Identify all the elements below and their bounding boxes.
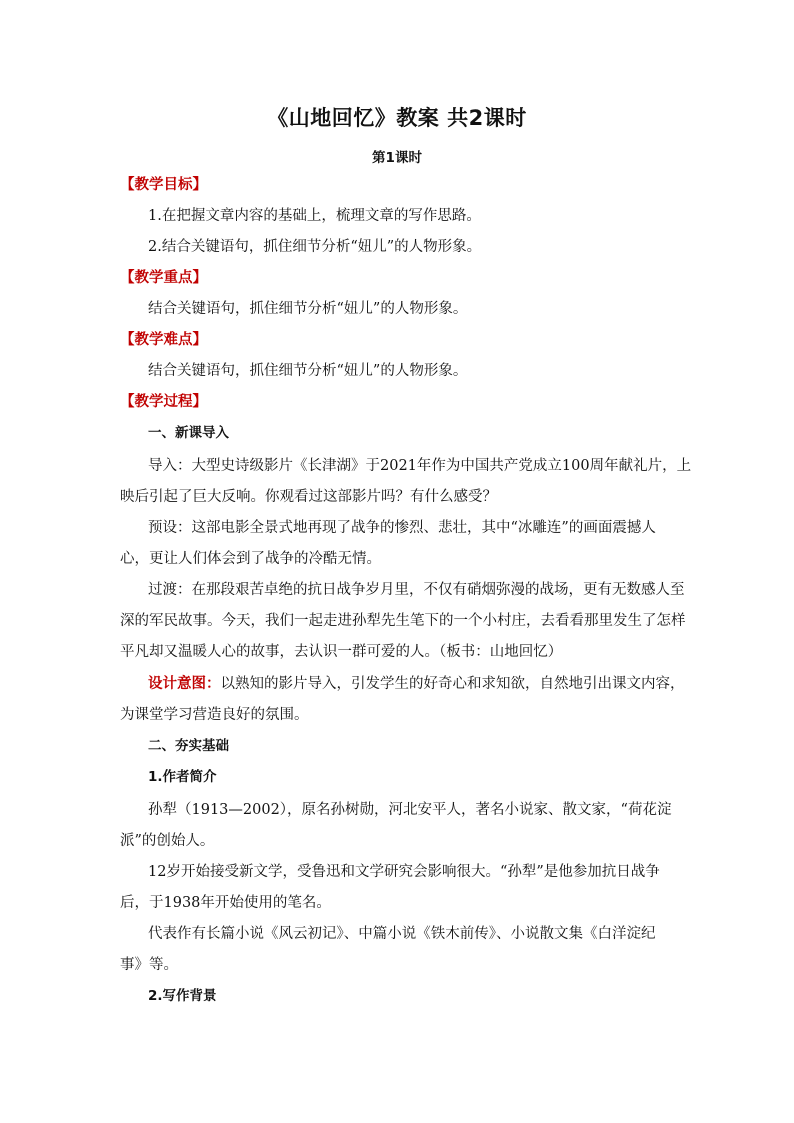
transition-paragraph-line: 过渡：在那段艰苦卓绝的抗日战争岁月里，不仅有硝烟弥漫的战场，更有无数感人至 bbox=[148, 582, 685, 598]
author-paragraph-line: 派”的创始人。 bbox=[120, 833, 215, 849]
transition-paragraph-line: 平凡却又温暖人心的故事，去认识一群可爱的人。（板书：山地回忆） bbox=[120, 644, 563, 660]
author-paragraph-line: 12岁开始接受新文学，受鲁迅和文学研究会影响很大。“孙犁”是他参加抗日战争 bbox=[148, 864, 660, 880]
section-heading-basics: 二、夯实基础 bbox=[148, 738, 229, 754]
transition-paragraph-line: 深的军民故事。今天，我们一起走进孙犁先生笔下的一个小村庄，去看看那里发生了怎样 bbox=[120, 613, 686, 629]
design-intent-text: 以熟知的影片导入，引发学生的好奇心和求知欲，自然地引出课文内容， bbox=[220, 676, 685, 692]
design-intent-line bbox=[148, 677, 685, 692]
lesson-number: 第1课时 bbox=[372, 150, 422, 166]
subsection-heading-background: 2.写作背景 bbox=[148, 988, 217, 1004]
design-intent-line: 为课堂学习营造良好的氛围。 bbox=[120, 707, 309, 723]
heading-objectives: 【教学目标】 bbox=[120, 177, 207, 193]
preset-paragraph-line: 预设：这部电影全景式地再现了战争的惨烈、悲壮，其中“冰雕连”的画面震撼人 bbox=[148, 520, 656, 536]
objective-item-1: 1.在把握文章内容的基础上，梳理文章的写作思路。 bbox=[148, 208, 481, 224]
author-paragraph-line: 后，于1938年开始使用的笔名。 bbox=[120, 895, 331, 911]
preset-paragraph-line: 心，更让人们体会到了战争的冷酷无情。 bbox=[120, 551, 381, 567]
document-title: 《山地回忆》教案 共2课时 bbox=[267, 106, 527, 130]
section-heading-intro: 一、新课导入 bbox=[148, 425, 229, 441]
works-paragraph-line: 事》等。 bbox=[120, 957, 178, 973]
heading-process: 【教学过程】 bbox=[120, 394, 207, 410]
heading-focus: 【教学重点】 bbox=[120, 270, 207, 286]
intro-paragraph-line: 导入：大型史诗级影片《长津湖》于2021年作为中国共产党成立100周年献礼片，上 bbox=[148, 458, 692, 474]
difficulty-text: 结合关键语句，抓住细节分析“妞儿”的人物形象。 bbox=[148, 363, 468, 379]
author-paragraph-line: 孙犁（1913—2002），原名孙树勋，河北安平人，著名小说家、散文家，“荷花淀 bbox=[148, 802, 672, 818]
heading-difficulty: 【教学难点】 bbox=[120, 332, 207, 348]
subsection-heading-author: 1.作者简介 bbox=[148, 769, 217, 785]
intro-paragraph-line: 映后引起了巨大反响。你观看过这部影片吗？有什么感受？ bbox=[120, 489, 497, 505]
design-intent-label: 设计意图： bbox=[148, 676, 221, 692]
focus-text: 结合关键语句，抓住细节分析“妞儿”的人物形象。 bbox=[148, 301, 468, 317]
objective-item-2: 2.结合关键语句，抓住细节分析“妞儿”的人物形象。 bbox=[148, 239, 482, 255]
works-paragraph-line: 代表作有长篇小说《风云初记》、中篇小说《铁木前传》、小说散文集《白洋淀纪 bbox=[148, 926, 656, 942]
